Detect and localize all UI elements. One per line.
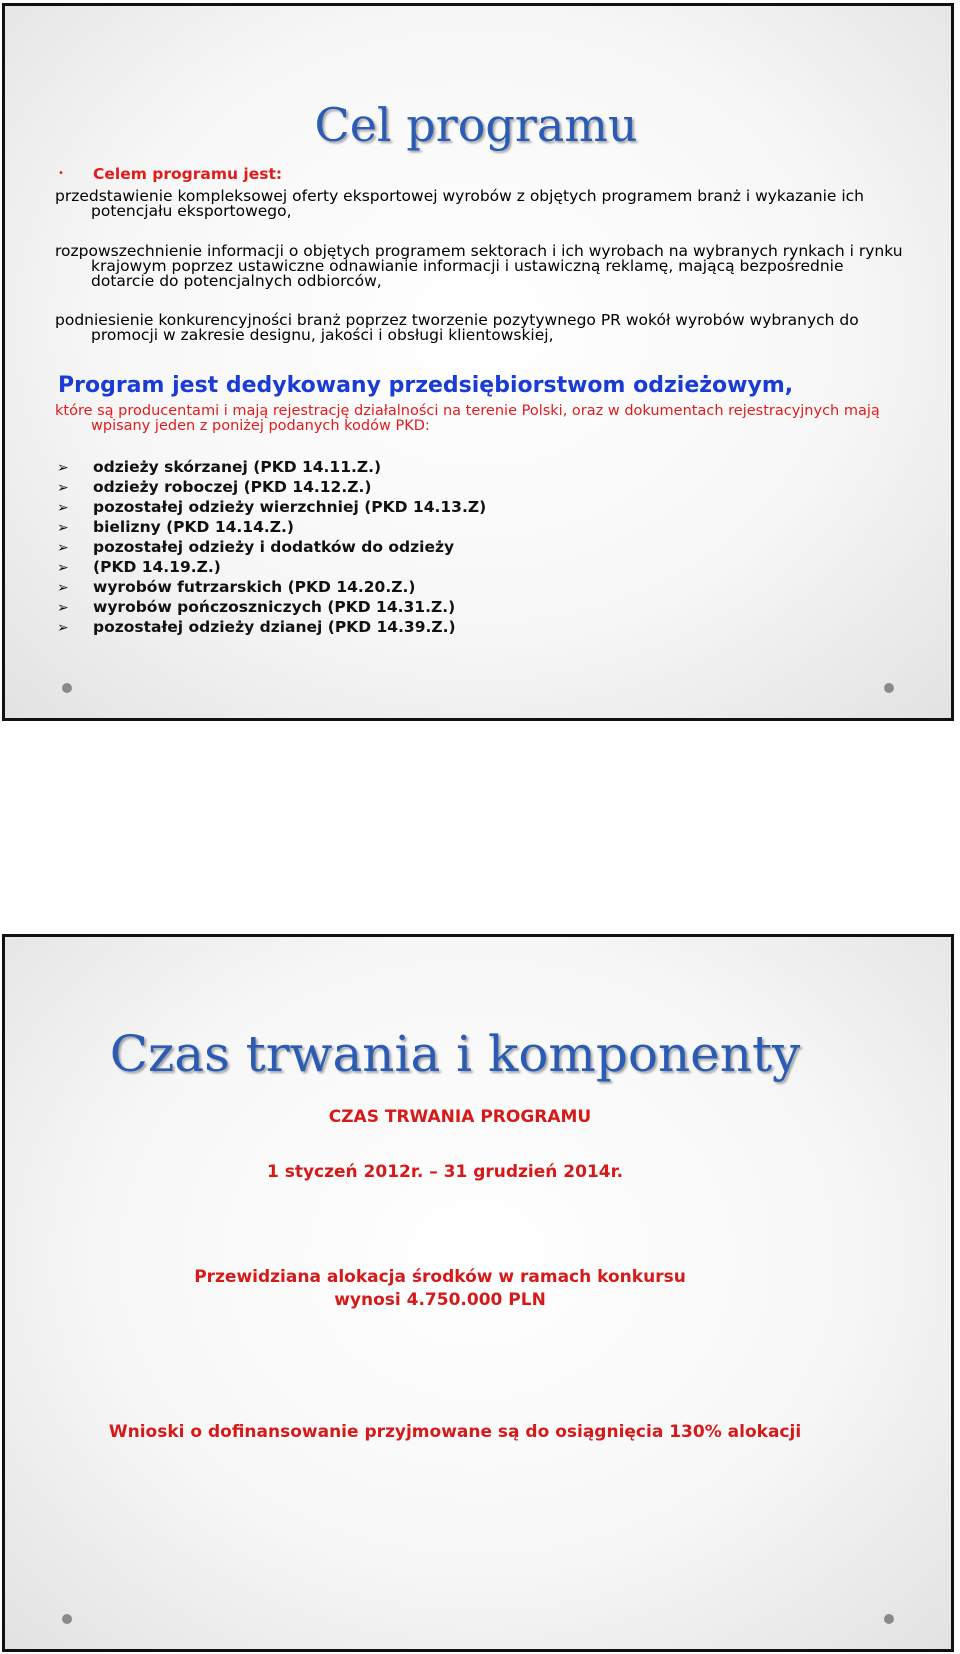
goal-paragraph: podniesienie konkurencyjności branż poprzez tworzenie pozytywnego PR wokół wyrobów wybranych do promocji w zakresie designu, jakości i obsługi klientowskiej, [55, 311, 859, 344]
list-item: ➢ pozostałej odzieży wierzchniej (PKD 14.13.Z) [57, 498, 487, 516]
list-item: ➢ (PKD 14.19.Z.) [57, 558, 221, 576]
slide-title: Czas trwania i komponenty [109, 1025, 801, 1083]
intro-heading: Celem programu jest: [93, 165, 283, 183]
list-item: ➢ pozostałej odzieży i dodatków do odzieży [57, 538, 455, 556]
duration-label: CZAS TRWANIA PROGRAMU [328, 1107, 592, 1127]
arrow-bullet-icon: ➢ [57, 620, 69, 636]
pkd-note: które są producentami i mają rejestrację działalności na terenie Polski, oraz w dokumentach rejestracyjnych mają wpisany jeden z poniżej podanych kodów PKD: [55, 403, 880, 434]
list-item: ➢ odzieży roboczej (PKD 14.12.Z.) [57, 478, 372, 496]
program-dates: 1 styczeń 2012r. – 31 grudzień 2014r. [266, 1162, 624, 1182]
list-item: ➢ wyrobów futrzarskich (PKD 14.20.Z.) [57, 578, 416, 596]
slide-corner-dot [62, 683, 72, 693]
goal-paragraph: przedstawienie kompleksowej oferty eksportowej wyrobów z objętych programem branż i wykazanie ich potencjału eksportowego, [55, 187, 864, 220]
arrow-bullet-icon: ➢ [57, 520, 69, 536]
arrow-bullet-icon: ➢ [57, 480, 69, 496]
slide-corner-dot [884, 683, 894, 693]
goal-paragraph: rozpowszechnienie informacji o objętych programem sektorach i ich wyrobach na wybranych rynkach i rynku krajowym poprzez ustawiczne odnawianie informacji i ustawiczną reklamę, mającą bezpośrednie dotarcie do potencjalnych odbiorców, [55, 242, 903, 290]
arrow-bullet-icon: ➢ [57, 540, 69, 556]
allocation-amount: wynosi 4.750.000 PLN [334, 1290, 546, 1310]
slide-corner-dot [62, 1614, 72, 1624]
allocation-line: Przewidziana alokacja środków w ramach konkursu [194, 1267, 686, 1287]
bullet-icon: • [58, 168, 64, 179]
arrow-bullet-icon: ➢ [57, 460, 69, 476]
slide-title: Cel programu [314, 98, 638, 152]
arrow-bullet-icon: ➢ [57, 600, 69, 616]
arrow-bullet-icon: ➢ [57, 560, 69, 576]
applications-note: Wnioski o dofinansowanie przyjmowane są do osiągnięcia 130% alokacji [108, 1422, 802, 1442]
dedicated-heading: Program jest dedykowany przedsiębiorstwom odzieżowym, [58, 373, 794, 398]
list-item: ➢ wyrobów pończoszniczych (PKD 14.31.Z.) [57, 598, 456, 616]
allocation-text [0, 1266, 920, 1312]
arrow-bullet-icon: ➢ [57, 500, 69, 516]
slide-corner-dot [884, 1614, 894, 1624]
arrow-bullet-icon: ➢ [57, 580, 69, 596]
pkd-list [57, 458, 486, 638]
list-item: ➢ bielizny (PKD 14.14.Z.) [57, 518, 294, 536]
list-item: ➢ pozostałej odzieży dzianej (PKD 14.39.Z.) [57, 618, 456, 636]
list-item: ➢ odzieży skórzanej (PKD 14.11.Z.) [57, 458, 382, 476]
